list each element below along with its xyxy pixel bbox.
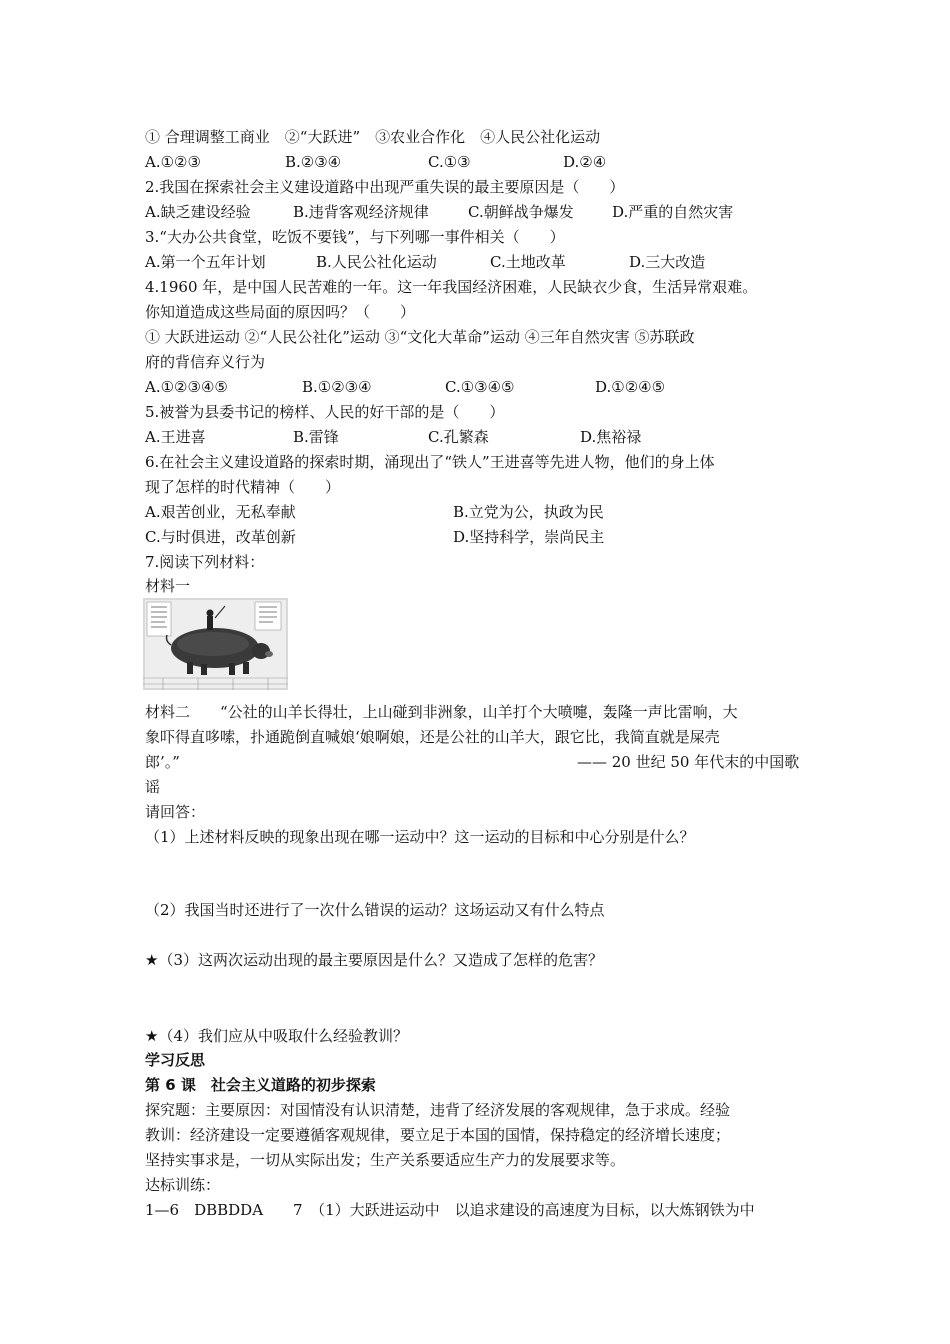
q5-option-a: A.王进喜 (145, 428, 206, 446)
lesson-title: 第 6 课 社会主义道路的初步探索 (145, 1076, 376, 1094)
q7-stem: 7.阅读下列材料： (145, 553, 265, 571)
sub-question-3 (145, 950, 603, 970)
q6-stem-line2: 现了怎样的时代精神（ ） (145, 478, 341, 496)
training-label: 达标训练： (145, 1176, 221, 1194)
q4-items-line1: ① 大跃进运动 ②“人民公社化”运动 ③“文化大革命”运动 ④三年自然灾害 ⑤苏联政 (145, 328, 695, 346)
q1-option-d: D.②④ (563, 153, 607, 171)
reflection-heading: 学习反思 (145, 1051, 206, 1069)
material2-line3: 郎’。” (145, 753, 180, 771)
q3-option-d: D.三大改造 (629, 253, 706, 271)
q4-option-a: A.①②③④⑤ (145, 378, 228, 396)
q2-option-a: A.缺乏建设经验 (145, 203, 251, 221)
q1-option-b: B.②③④ (285, 153, 342, 171)
q6-option-b: B.立党为公，执政为民 (453, 503, 604, 521)
q5-option-d: D.焦裕禄 (580, 428, 642, 446)
q3-option-c: C.土地改革 (490, 253, 566, 271)
explore-answer-line2: 教训：经济建设一定要遵循客观规律，要立足于本国的国情，保持稳定的经济增长速度； (145, 1126, 731, 1144)
q2-stem: 2.我国在探索社会主义建设道路中出现严重失误的最主要原因是（ ） (145, 178, 625, 196)
q2-option-d: D.严重的自然灾害 (612, 203, 734, 221)
q2-option-c: C.朝鲜战争爆发 (468, 203, 574, 221)
material2-line1: 材料二 “公社的山羊长得壮，上山碰到非洲象，山羊打个大喷嚏，轰隆一声比雷响，大 (145, 703, 738, 721)
q4-stem-line1: 4.1960 年，是中国人民苦难的一年。这一年我国经济困难，人民缺衣少食，生活异常艰难。 (145, 278, 758, 296)
sub-question-2: （2）我国当时还进行了一次什么错误的运动？这场运动又有什么特点 (145, 901, 605, 919)
star-icon: ★ (145, 1027, 159, 1045)
material2-source: —— 20 世纪 50 年代末的中国歌 (577, 753, 800, 771)
q6-option-d: D.坚持科学，崇尚民主 (453, 528, 605, 546)
q2-option-b: B.违背客观经济规律 (293, 203, 429, 221)
q6-option-a: A.艰苦创业，无私奉献 (145, 503, 296, 521)
q6-option-c: C.与时俱进，改革创新 (145, 528, 296, 546)
sub-question-4-text: （4）我们应从中吸取什么经验教训？ (158, 1027, 408, 1045)
q3-stem: 3.“大办公共食堂，吃饭不要钱”，与下列哪一事件相关（ ） (145, 228, 565, 246)
answer-prompt: 请回答： (145, 803, 206, 821)
star-icon: ★ (145, 951, 159, 969)
explore-answer-line3: 坚持实事求是，一切从实际出发；生产关系要适应生产力的发展要求等。 (145, 1151, 626, 1169)
q3-option-a: A.第一个五年计划 (145, 253, 266, 271)
q3-option-b: B.人民公社化运动 (316, 253, 437, 271)
q4-option-d: D.①②④⑤ (595, 378, 666, 396)
sub-question-3-text: （3）这两次运动出现的最主要原因是什么？又造成了怎样的危害？ (158, 951, 603, 969)
q1-option-a: A.①②③ (145, 153, 201, 171)
pig-with-rider-illustration (143, 598, 288, 690)
q1-option-c: C.①③ (428, 153, 471, 171)
sub-question-4 (145, 1026, 408, 1046)
sub-question-1: （1）上述材料反映的现象出现在哪一运动中？这一运动的目标和中心分别是什么？ (145, 828, 695, 846)
q6-stem-line1: 6.在社会主义建设道路的探索时期，涌现出了“铁人”王进喜等先进人物，他们的身上体 (145, 453, 715, 471)
q4-stem-line2: 你知道造成这些局面的原因吗？（ ） (145, 303, 416, 321)
material2-line2: 象吓得直哆嗦，扑通跪倒直喊娘‘娘啊娘，还是公社的山羊大，跟它比，我简直就是屎壳 (145, 728, 720, 746)
material1-label: 材料一 (145, 577, 191, 595)
q5-option-c: C.孔繁森 (428, 428, 489, 446)
q4-items-line2: 府的背信弃义行为 (145, 353, 266, 371)
material2-source-cont: 谣 (145, 778, 161, 796)
explore-answer-line1: 探究题：主要原因：对国情没有认识清楚，违背了经济发展的客观规律，急于求成。经验 (145, 1101, 731, 1119)
q5-option-b: B.雷锋 (293, 428, 339, 446)
q4-option-c: C.①③④⑤ (445, 378, 515, 396)
q4-option-b: B.①②③④ (302, 378, 372, 396)
q5-stem: 5.被誉为县委书记的榜样、人民的好干部的是（ ） (145, 403, 505, 421)
q1-items: ① 合理调整工商业 ②“大跃进” ③农业合作化 ④人民公社化运动 (145, 128, 601, 146)
answers-line: 1—6 DBBDDA 7 （1）大跃进运动中 以追求建设的高速度为目标，以大炼钢铁为中 (145, 1201, 755, 1219)
